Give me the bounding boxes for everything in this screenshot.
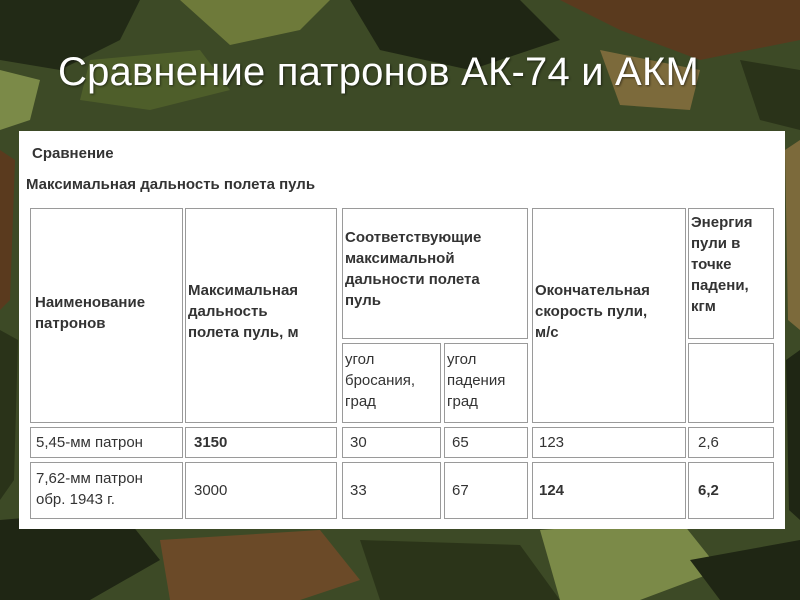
row-2-name-text: 7,62-мм патрон обр. 1943 г. xyxy=(36,470,143,508)
header-throw-angle-text: угол бросания, град xyxy=(345,351,416,410)
header-fall-angle-text: угол падения град xyxy=(447,351,506,410)
header-max-range xyxy=(185,208,337,423)
table-row-2-final-speed xyxy=(532,462,686,519)
row-2-throw-angle-text: 33 xyxy=(350,482,367,499)
header-energy-empty xyxy=(688,343,774,423)
header-cartridge-name-text: Наименование патронов xyxy=(35,294,146,332)
table-row-1-fall-angle xyxy=(444,427,528,458)
header-cartridge-name xyxy=(30,208,183,423)
table-row-1-energy xyxy=(688,427,774,458)
header-corresponding-values-text: Соответствующие максимальной дальности полета пуль xyxy=(345,229,482,309)
header-energy xyxy=(688,208,774,339)
table-row-2-throw-angle xyxy=(342,462,441,519)
table-row-2-energy xyxy=(688,462,774,519)
row-2-energy-text: 6,2 xyxy=(698,482,719,499)
table-row-2-name xyxy=(30,462,183,519)
table-row-2-max-range xyxy=(185,462,337,519)
header-max-range-text: Максимальная дальность полета пуль, м xyxy=(188,282,299,341)
section-heading: Сравнение xyxy=(32,145,114,162)
header-fall-angle xyxy=(444,343,528,423)
header-final-speed-text: Окончательная скорость пули, м/с xyxy=(535,282,650,341)
row-2-max-range-text: 3000 xyxy=(194,482,228,499)
header-corresponding-values xyxy=(342,208,528,339)
table-row-1-max-range xyxy=(185,427,337,458)
table-row-2-fall-angle xyxy=(444,462,528,519)
row-1-max-range-text: 3150 xyxy=(194,434,228,451)
slide-title: Сравнение патронов АК-74 и АКМ xyxy=(58,50,699,94)
row-1-energy-text: 2,6 xyxy=(698,434,719,451)
table-subheading: Максимальная дальность полета пуль xyxy=(26,176,316,193)
row-1-fall-angle-text: 65 xyxy=(452,434,469,451)
table-row-1-final-speed xyxy=(532,427,686,458)
table-row-1-name xyxy=(30,427,183,458)
table-row-1-throw-angle xyxy=(342,427,441,458)
row-2-final-speed-text: 124 xyxy=(539,482,565,499)
row-1-throw-angle-text: 30 xyxy=(350,434,367,451)
header-throw-angle xyxy=(342,343,441,423)
header-energy-text: Энергия пули в точке падени, кгм xyxy=(691,214,753,315)
comparison-table-panel xyxy=(19,131,785,529)
row-1-final-speed-text: 123 xyxy=(539,434,565,451)
header-final-speed xyxy=(532,208,686,423)
row-2-fall-angle-text: 67 xyxy=(452,482,469,499)
row-1-name-text: 5,45-мм патрон xyxy=(36,434,143,451)
